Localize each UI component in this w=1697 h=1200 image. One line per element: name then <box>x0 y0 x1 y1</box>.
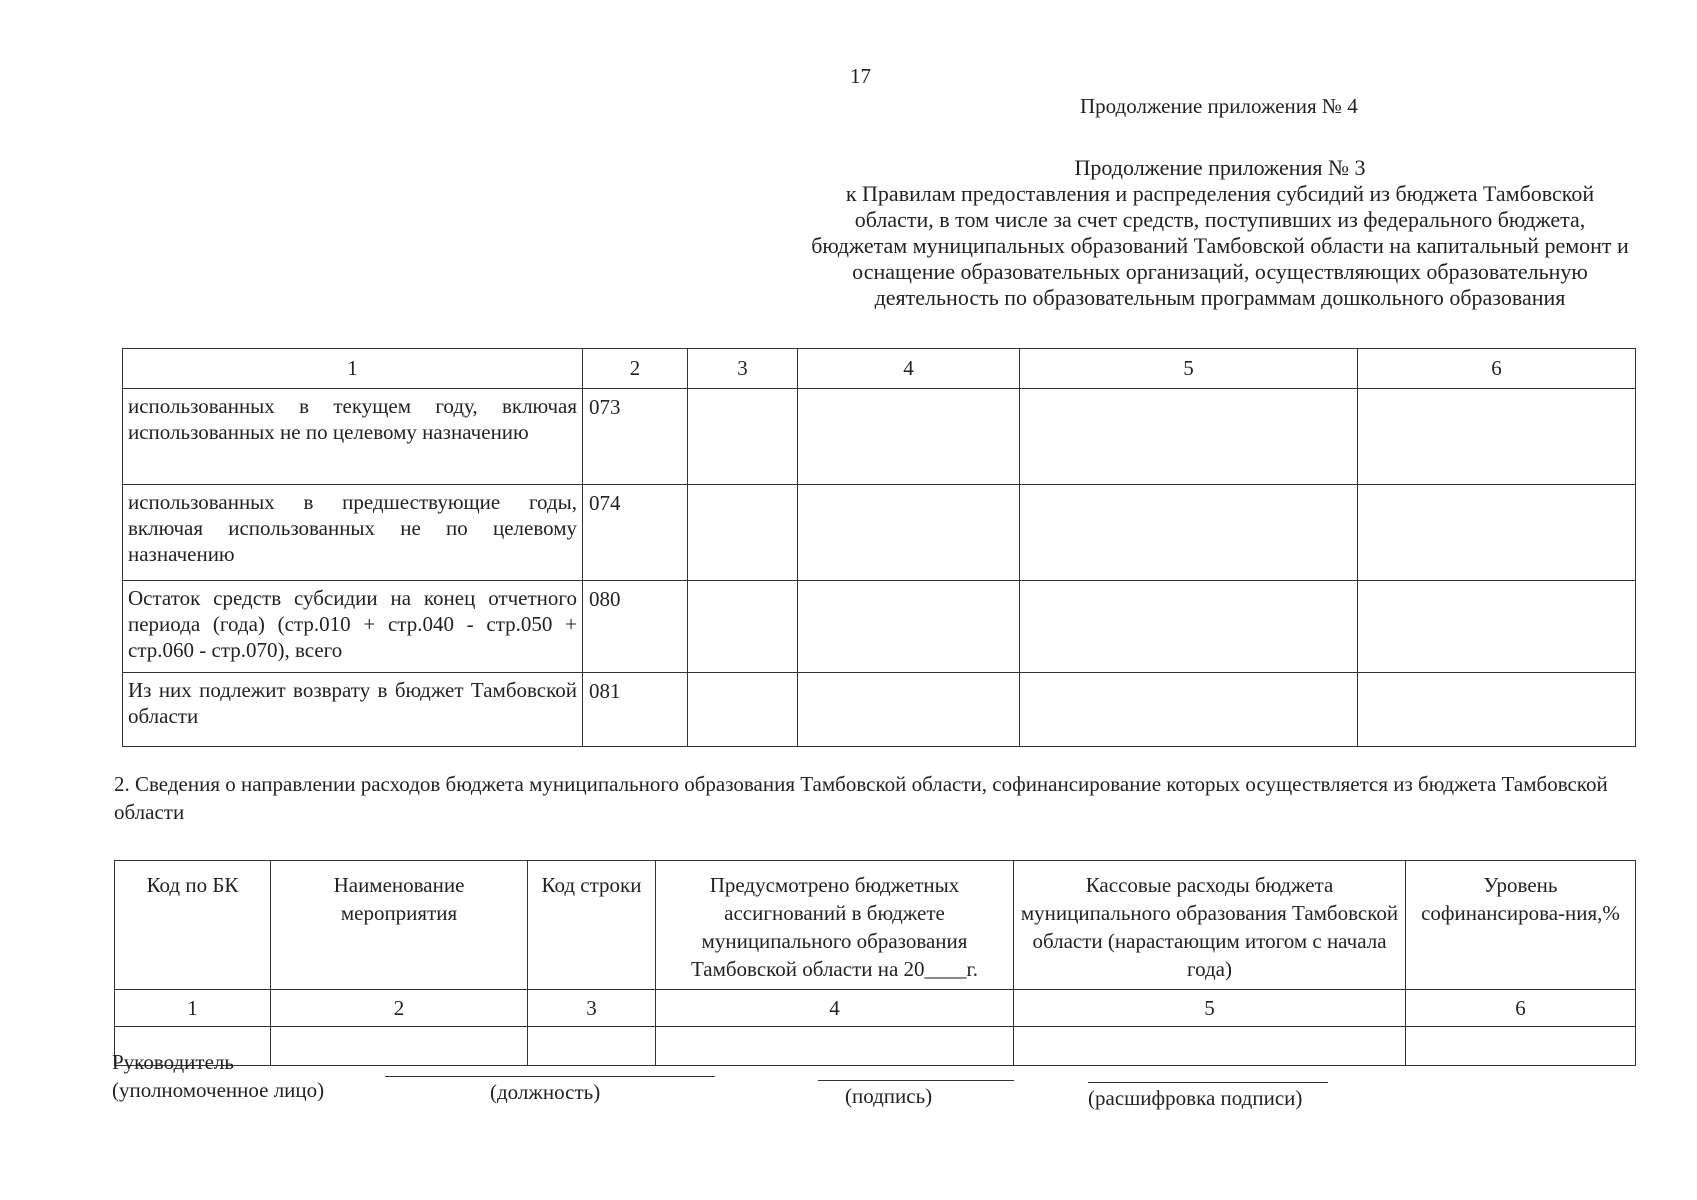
header-bk-code: Код по БК <box>115 861 271 990</box>
table-row <box>123 673 1636 747</box>
empty-cell <box>656 1027 1014 1066</box>
column-number-row <box>115 990 1636 1027</box>
header-cash-expenses: Кассовые расходы бюджета муниципального образования Тамбовской области (нарастающим итогом с начала года) <box>1014 861 1406 990</box>
empty-cell <box>798 485 1020 581</box>
appendix-4-heading: Продолжение приложения № 4 <box>1080 94 1358 118</box>
table-header-row <box>115 861 1636 990</box>
column-header: 5 <box>1020 349 1358 389</box>
empty-cell <box>1020 673 1358 747</box>
position-signature-line <box>385 1076 715 1077</box>
empty-cell <box>1020 389 1358 485</box>
column-header: 1 <box>123 349 583 389</box>
empty-cell <box>688 485 798 581</box>
empty-cell <box>528 1027 656 1066</box>
column-number: 2 <box>271 990 528 1027</box>
table-header-row <box>123 349 1636 389</box>
header-cofinancing-level: Уровень софинансирова-ния,% <box>1406 861 1636 990</box>
appendix-3-line: оснащение образовательных организаций, осуществляющих образовательную <box>852 259 1588 284</box>
row-code: 074 <box>583 485 688 581</box>
signature-caption: (подпись) <box>845 1084 933 1108</box>
empty-cell <box>1020 581 1358 673</box>
empty-cell <box>798 389 1020 485</box>
empty-cell <box>688 389 798 485</box>
table-row <box>123 485 1636 581</box>
row-code: 081 <box>583 673 688 747</box>
empty-cell <box>798 581 1020 673</box>
header-line-code: Код строки <box>528 861 656 990</box>
row-description: использованных в текущем году, включая использованных не по целевому назначению <box>123 389 583 485</box>
column-number: 6 <box>1406 990 1636 1027</box>
column-header: 3 <box>688 349 798 389</box>
signatory-label: Руководитель <box>112 1050 234 1074</box>
row-code: 080 <box>583 581 688 673</box>
empty-cell <box>271 1027 528 1066</box>
position-caption: (должность) <box>490 1080 601 1104</box>
empty-cell <box>1358 389 1636 485</box>
decoding-caption: (расшифровка подписи) <box>1088 1086 1303 1110</box>
page-number: 17 <box>850 64 871 88</box>
header-planned-allocations: Предусмотрено бюджетных ассигнований в бюджете муниципального образования Тамбовской области на 20____г. <box>656 861 1014 990</box>
empty-cell <box>1358 581 1636 673</box>
appendix-3-heading <box>760 155 1680 311</box>
empty-cell <box>1358 673 1636 747</box>
appendix-3-line: к Правилам предоставления и распределения субсидий из бюджета Тамбовской <box>845 181 1595 206</box>
signatory-sublabel: (уполномоченное лицо) <box>112 1078 325 1102</box>
header-event-name: Наименование мероприятия <box>271 861 528 990</box>
column-header: 4 <box>798 349 1020 389</box>
row-description: использованных в предшествующие годы, включая использованных не по целевому назначению <box>123 485 583 581</box>
empty-cell <box>798 673 1020 747</box>
signature-line <box>818 1080 1014 1081</box>
row-description: Остаток средств субсидии на конец отчетного периода (года) (стр.010 + стр.040 - стр.050 + стр.060 - стр.070), всего <box>123 581 583 673</box>
appendix-3-line: области, в том числе за счет средств, поступивших из федерального бюджета, <box>854 207 1586 232</box>
decoding-signature-line <box>1088 1082 1328 1083</box>
subsidy-balance-table <box>122 348 1636 747</box>
column-number: 5 <box>1014 990 1406 1027</box>
empty-cell <box>1358 485 1636 581</box>
section-2-title: 2. Сведения о направлении расходов бюджета муниципального образования Тамбовской области, софинансирование которых осуществляется из бюджета Тамбовской области <box>114 772 1608 824</box>
column-number: 3 <box>528 990 656 1027</box>
appendix-3-line: деятельность по образовательным программам дошкольного образования <box>874 285 1566 310</box>
row-code: 073 <box>583 389 688 485</box>
column-header: 6 <box>1358 349 1636 389</box>
column-number: 1 <box>115 990 271 1027</box>
empty-cell <box>1406 1027 1636 1066</box>
table-row <box>123 581 1636 673</box>
empty-cell <box>688 673 798 747</box>
table-row <box>115 1027 1636 1066</box>
empty-cell <box>1014 1027 1406 1066</box>
appendix-3-line: бюджетам муниципальных образований Тамбовской области на капитальный ремонт и <box>811 233 1629 258</box>
column-header: 2 <box>583 349 688 389</box>
column-number: 4 <box>656 990 1014 1027</box>
appendix-3-line: Продолжение приложения № 3 <box>1074 155 1366 180</box>
table-row <box>123 389 1636 485</box>
row-description: Из них подлежит возврату в бюджет Тамбовской области <box>123 673 583 747</box>
empty-cell <box>688 581 798 673</box>
cofinancing-expenses-table <box>114 860 1636 1066</box>
empty-cell <box>1020 485 1358 581</box>
